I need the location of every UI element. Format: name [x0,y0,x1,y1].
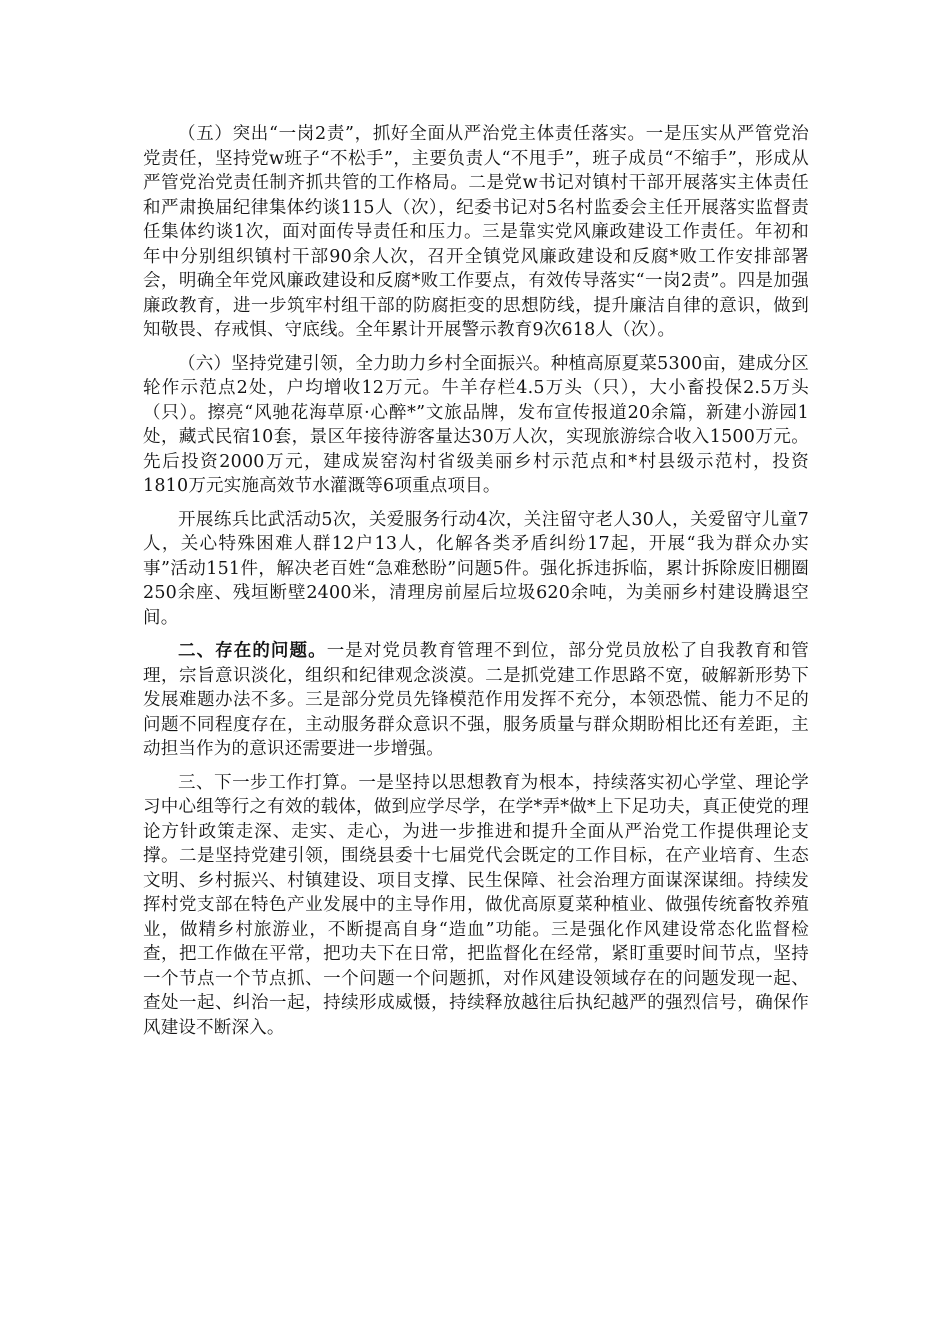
paragraph-section-6 [143,352,809,499]
paragraph-existing-problems [143,639,809,762]
document-body [143,122,809,1049]
paragraph-text: （五）突出“一岗2责”，抓好全面从严治党主体责任落实。一是压实从严管党治党责任，坚持党w班子“不松手”，主要负责人“不甩手”，班子成员“不缩手”，形成从严管党治党责任制齐抓共管的工作格局。二是党w书记对镇村干部开展落实主体责任和严肃换届纪律集体约谈115人（次），纪委书记对5名村监委会主任开展落实监督责任集体约谈1次，面对面传导责任和压力。三是靠实党风廉政建设工作责任。年初和年中分别组织镇村干部90余人次，召开全镇党风廉政建设和反腐*败工作安排部署会，明确全年党风廉政建设和反腐*败工作要点，有效传导落实“一岗2责”。四是加强廉政教育，进一步筑牢村组干部的防腐拒变的思想防线，提升廉洁自律的意识，做到知敬畏、存戒惧、守底线。全年累计开展警示教育9次618人（次）。 [143,124,809,340]
paragraph-text: 一是对党员教育管理不到位，部分党员放松了自我教育和管理，宗旨意识淡化，组织和纪律观念淡漠。二是抓党建工作思路不宽，破解新形势下发展难题办法不多。三是部分党员先锋模范作用发挥不充分，本领恐慌、能力不足的问题不同程度存在，主动服务群众意识不强，服务质量与群众期盼相比还有差距，主动担当作为的意识还需要进一步增强。 [143,641,809,759]
paragraph-services [143,508,809,631]
paragraph-text: 三、下一步工作打算。一是坚持以思想教育为根本，持续落实初心学堂、理论学习中心组等行之有效的载体，做到应学尽学，在学*弄*做*上下足功夫，真正使党的理论方针政策走深、走实、走心，为进一步推进和提升全面从严治党工作提供理论支撑。二是坚持党建引领，围绕县委十七届党代会既定的工作目标，在产业培育、生态文明、乡村振兴、村镇建设、项目支撑、民生保障、社会治理方面谋深谋细。持续发挥村党支部在特色产业发展中的主导作用，做优高原夏菜种植业、做强传统畜牧养殖业，做精乡村旅游业，不断提高自身“造血”功能。三是强化作风建设常态化监督检查，把工作做在平常，把功夫下在日常，把监督化在经常，紧盯重要时间节点，坚持一个节点一个节点抓、一个问题一个问题抓，对作风建设领域存在的问题发现一起、查处一起、纠治一起，持续形成威慑，持续释放越往后执纪越严的强烈信号，确保作风建设不断深入。 [143,772,809,1038]
section-heading-problems: 二、存在的问题。 [178,641,327,661]
paragraph-section-5 [143,122,809,343]
paragraph-text: 开展练兵比武活动5次，关爱服务行动4次，关注留守老人30人，关爱留守儿童7人，关心特殊困难人群12户13人，化解各类矛盾纠纷17起，开展“我为群众办实事”活动151件，解决老百姓“急难愁盼”问题5件。强化拆违拆临，累计拆除废旧棚圈250余座、残垣断壁2400米，清理房前屋后垃圾620余吨，为美丽乡村建设腾退空间。 [143,509,809,628]
paragraph-text: （六）坚持党建引领，全力助力乡村全面振兴。种植高原夏菜5300亩，建成分区轮作示范点2处，户均增收12万元。牛羊存栏4.5万头（只），大小畜投保2.5万头（只）。擦亮“风驰花海草原·心醉*”文旅品牌，发布宣传报道20余篇，新建小游园1处，藏式民宿10套，景区年接待游客量达30万人次，实现旅游综合收入1500万元。先后投资2000万元，建成炭窑沟村省级美丽乡村示范点和*村县级示范村，投资1810万元实施高效节水灌溉等6项重点项目。 [143,353,809,496]
paragraph-next-steps [143,771,809,1041]
